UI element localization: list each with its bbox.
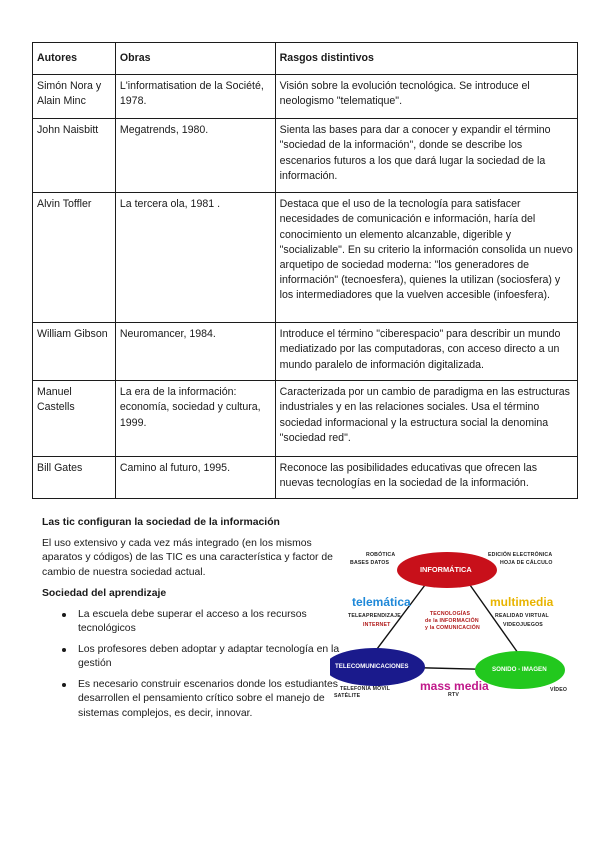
traits-cell: Sienta las bases para dar a conocer y expandir el término "sociedad de la información", donde se describe los escenarios futuros a los que dará lugar la sociedad de la información. [275, 119, 577, 193]
section-paragraph: El uso extensivo y cada vez más integrado (en los mismos aparatos y códigos) de las TIC es una característica y factor de cambio de nuestra sociedad actual. [42, 537, 333, 578]
bullet-list [42, 608, 342, 722]
section-subheading: Sociedad del aprendizaje [42, 588, 167, 599]
list-item [42, 678, 342, 722]
traits-cell: Caracterizada por un cambio de paradigma en las estructuras industriales y en las relaciones sociales. Usa el término sociedad informacional y la estructura social la denomina "sociedad red". [275, 381, 577, 457]
node-sonido-imagen: SONIDO - IMAGEN [492, 666, 547, 673]
table-row [33, 75, 578, 119]
author-cell: Simón Nora y Alain Minc [33, 75, 116, 119]
bullet-icon [62, 683, 66, 687]
table-row [33, 193, 578, 323]
table-header-row [33, 43, 578, 75]
corner-label: TELEFONÍA MÓVIL [340, 686, 391, 692]
author-cell: Alvin Toffler [33, 193, 116, 323]
corner-label: VÍDEO [550, 687, 568, 693]
corner-label: BASES DATOS [350, 560, 390, 566]
work-cell: Neuromancer, 1984. [115, 323, 275, 381]
table-row [33, 323, 578, 381]
author-cell: William Gibson [33, 323, 116, 381]
massmedia-label: mass media [420, 679, 489, 693]
corner-label: HOJA DE CÁLCULO [500, 560, 553, 566]
tic-diagram [330, 545, 575, 700]
author-cell: John Naisbitt [33, 119, 116, 193]
multimedia-sub: REALIDAD VIRTUAL [495, 613, 549, 619]
telematica-label: telemática [352, 595, 411, 609]
massmedia-sub: RTV [448, 692, 459, 698]
traits-cell: Introduce el término "ciberespacio" para describir un mundo mediatizado por las computadoras, con acceso directo a un mundo paralelo de información digitalizada. [275, 323, 577, 381]
work-cell: L'informatisation de la Société, 1978. [115, 75, 275, 119]
author-cell: Bill Gates [33, 457, 116, 499]
node-telecomunicaciones: TELECOMUNICACIONES [335, 663, 409, 670]
corner-label: ROBÓTICA [366, 552, 396, 558]
traits-cell: Reconoce las posibilidades educativas que ofrecen las nuevas tecnologías en la sociedad de la información. [275, 457, 577, 499]
node-informatica: INFORMÁTICA [420, 565, 472, 574]
section-heading: Las tic configuran la sociedad de la información [42, 517, 280, 528]
corner-label: SATÉLITE [334, 693, 361, 699]
table-row [33, 119, 578, 193]
bullet-icon [62, 613, 66, 617]
table-row [33, 381, 578, 457]
header-autores: Autores [33, 43, 116, 75]
header-obras: Obras [115, 43, 275, 75]
traits-cell: Visión sobre la evolución tecnológica. Se introduce el neologismo "telematique". [275, 75, 577, 119]
authors-table [32, 42, 578, 499]
work-cell: La era de la información: economía, sociedad y cultura, 1999. [115, 381, 275, 457]
work-cell: Megatrends, 1980. [115, 119, 275, 193]
multimedia-sub: VIDEOJUEGOS [503, 622, 543, 628]
header-rasgos: Rasgos distintivos [275, 43, 577, 75]
work-cell: La tercera ola, 1981 . [115, 193, 275, 323]
traits-cell: Destaca que el uso de la tecnología para satisfacer necesidades de comunicación e información, haría del conocimiento un elemento alcanzable, digerible y "socializable". En su criterio la información consolida un nuevo arquetipo de sociedad moderna: "los generadores de información" (tecnoesfera), quienes la utilizan (sociosfera) y los intermediadores que la vuelven accesible (infoesfera). [275, 193, 577, 323]
corner-label: EDICIÓN ELECTRÓNICA [488, 552, 553, 558]
work-cell: Camino al futuro, 1995. [115, 457, 275, 499]
list-item-text: La escuela debe superar el acceso a los recursos tecnológicos [78, 608, 307, 634]
list-item [42, 608, 342, 637]
list-item-text: Los profesores deben adoptar y adaptar tecnología en la gestión [78, 643, 340, 669]
telematica-sub: TELEAPRENDIZAJE [348, 613, 401, 619]
multimedia-label: multimedia [490, 595, 554, 609]
bullet-icon [62, 648, 66, 652]
list-item-text: Es necesario construir escenarios donde los estudiantes desarrollen el pensamiento crítico sobre el manejo de sistemas complejos, es decir, innovar. [78, 678, 338, 719]
table-row [33, 457, 578, 499]
center-text: TECNOLOGÍAS de la INFORMACIÓN y la COMUNICACIÓN [425, 611, 480, 631]
author-cell: Manuel Castells [33, 381, 116, 457]
list-item [42, 643, 342, 672]
tic-section [42, 516, 342, 727]
telematica-sub: INTERNET [363, 622, 391, 628]
